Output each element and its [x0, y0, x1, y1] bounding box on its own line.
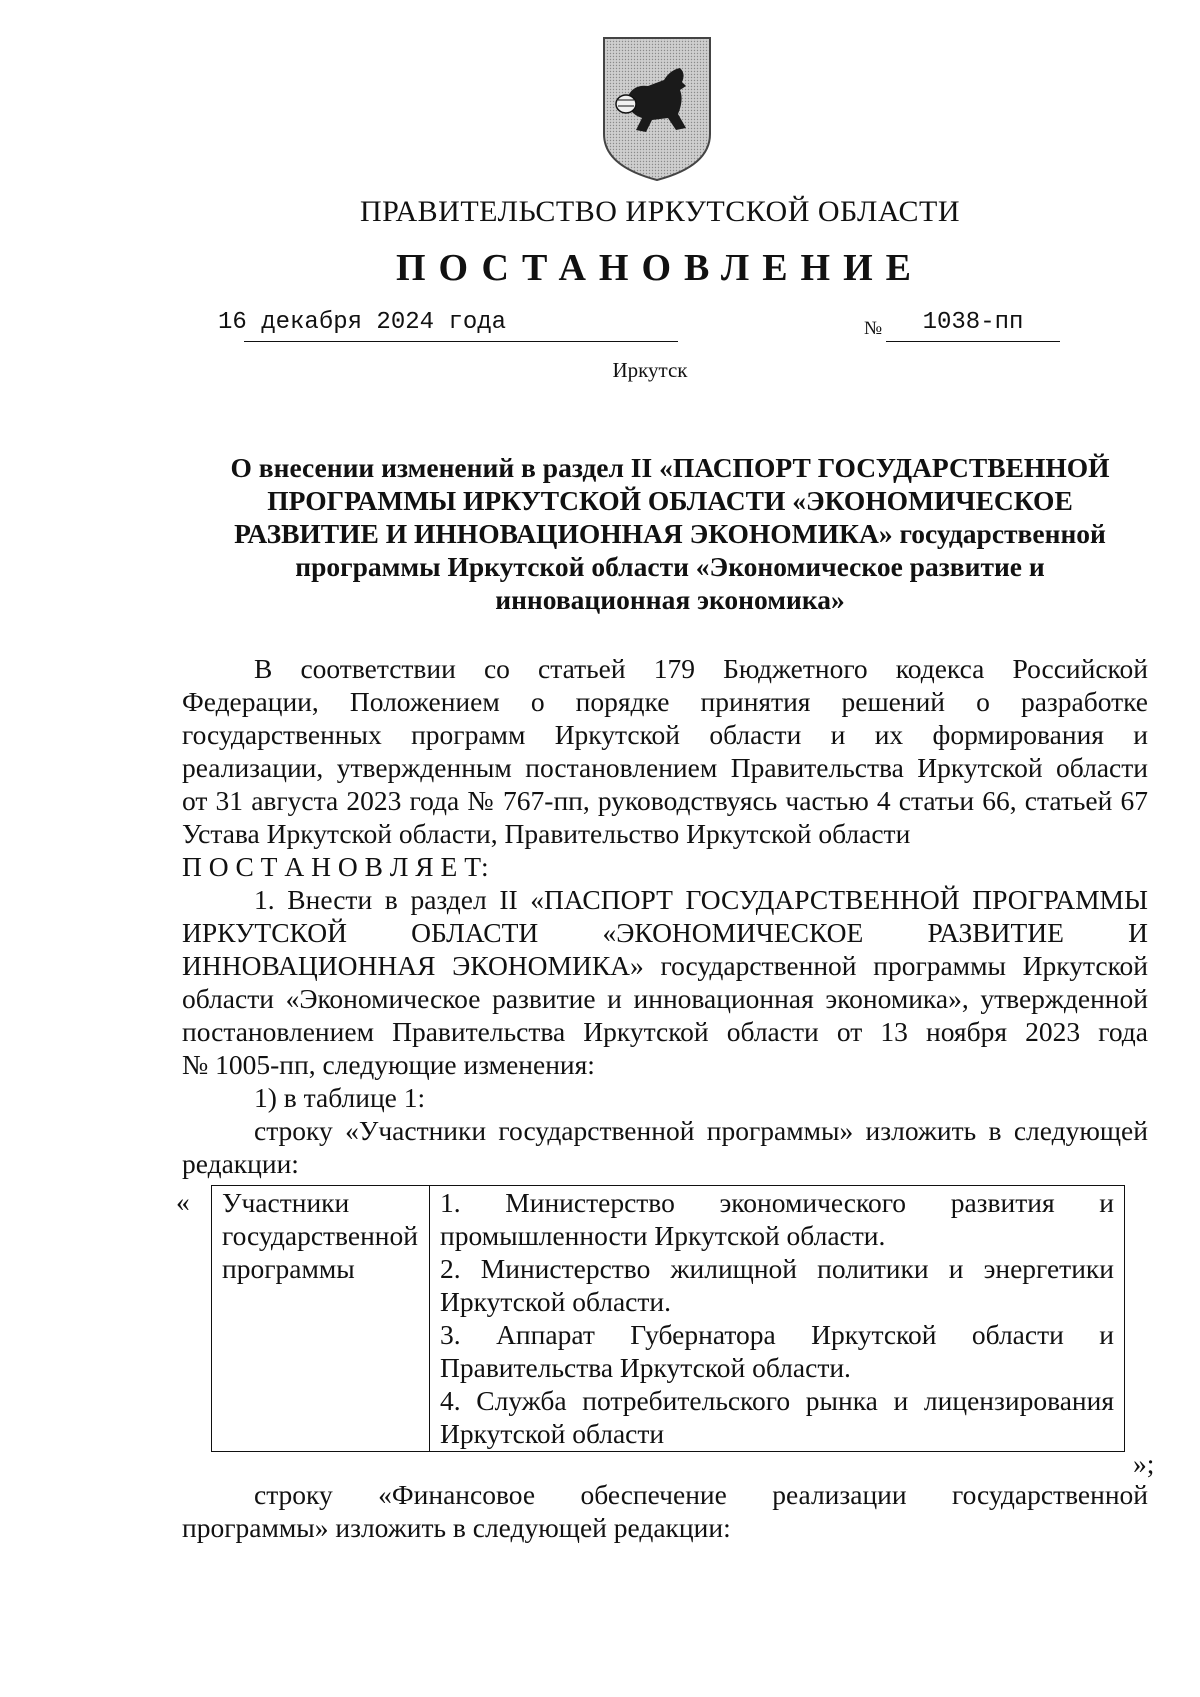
coat-of-arms-emblem	[600, 34, 714, 184]
number-underline	[886, 341, 1060, 342]
number-label: №	[864, 318, 883, 339]
text-line: государственных программ Иркутской области и их формирования и	[182, 719, 1148, 750]
number-text: 1038-пп	[922, 309, 1024, 336]
text-line: от 31 августа 2023 года № 767-пп, руководствуясь частью 4 статьи 66, статьей 67	[182, 785, 1148, 816]
label-line: программы	[222, 1253, 355, 1284]
document-date	[218, 309, 506, 336]
content-line: 4. Служба потребительского рынка и лицензирования	[440, 1385, 1114, 1416]
text-line: 1. Внести в раздел II «ПАСПОРТ ГОСУДАРСТВЕННОЙ ПРОГРАММЫ	[254, 884, 1148, 915]
label-line: государственной	[222, 1220, 418, 1251]
text-line: Федерации, Положением о порядке принятия решений о разработке	[182, 686, 1148, 717]
title-line: РАЗВИТИЕ И ИННОВАЦИОННАЯ ЭКОНОМИКА» государственной	[234, 518, 1106, 549]
text-line: строку «Участники государственной программы» изложить в следующей	[254, 1115, 1148, 1146]
document-title	[200, 451, 1140, 616]
content-line: 2. Министерство жилищной политики и энергетики	[440, 1253, 1114, 1284]
date-text: 16 декабря 2024 года	[218, 309, 507, 336]
content-line: Иркутской области.	[440, 1286, 671, 1317]
decree-word: П О С Т А Н О В Л Я Е Т:	[182, 851, 489, 882]
preamble-paragraph	[182, 652, 1148, 883]
title-line: ПРОГРАММЫ ИРКУТСКОЙ ОБЛАСТИ «ЭКОНОМИЧЕСКОЕ	[267, 485, 1073, 516]
text-line: реализации, утвержденным постановлением Правительства Иркутской области	[182, 752, 1148, 783]
text-line: В соответствии со статьей 179 Бюджетного кодекса Российской	[254, 653, 1148, 684]
text-line: ИННОВАЦИОННАЯ ЭКОНОМИКА» государственной программы Иркутской	[182, 950, 1148, 981]
text-line: постановлением Правительства Иркутской области от 13 ноября 2023 года	[182, 1016, 1148, 1047]
table-label-cell	[212, 1186, 430, 1451]
opening-quote: «	[176, 1186, 190, 1217]
content-line: 1. Министерство экономического развития и	[440, 1187, 1114, 1218]
city-name: Иркутск	[612, 358, 688, 382]
row-2-intro	[182, 1478, 1148, 1544]
table-content-cell	[430, 1186, 1124, 1451]
text-line: Устава Иркутской области, Правительство Иркутской области	[182, 818, 911, 849]
date-underline	[244, 341, 678, 342]
content-line: Правительства Иркутской области.	[440, 1352, 851, 1383]
document-number	[886, 309, 1060, 336]
text-line: области «Экономическое развитие и инновационная экономика», утвержденной	[182, 983, 1148, 1014]
title-line: инновационная экономика»	[495, 584, 845, 615]
text-line: программы» изложить в следующей редакции:	[182, 1512, 731, 1543]
document-type: ПОСТАНОВЛЕНИЕ	[395, 247, 925, 289]
item-1-paragraph	[182, 883, 1148, 1180]
title-line: программы Иркутской области «Экономическое развитие и	[295, 551, 1045, 582]
content-line: промышленности Иркутской области.	[440, 1220, 886, 1251]
organization-name: ПРАВИТЕЛЬСТВО ИРКУТСКОЙ ОБЛАСТИ	[359, 195, 961, 228]
content-line: Иркутской области	[440, 1418, 665, 1449]
subitem-line: 1) в таблице 1:	[254, 1082, 426, 1113]
content-line: 3. Аппарат Губернатора Иркутской области и	[440, 1319, 1114, 1350]
text-line: редакции:	[182, 1148, 299, 1179]
closing-quote: »;	[1133, 1448, 1155, 1479]
label-line: Участники	[222, 1187, 350, 1218]
text-line: ИРКУТСКОЙ ОБЛАСТИ «ЭКОНОМИЧЕСКОЕ РАЗВИТИЕ И	[182, 917, 1148, 948]
participants-table	[211, 1185, 1125, 1452]
text-line: строку «Финансовое обеспечение реализации государственной	[254, 1479, 1148, 1510]
text-line: № 1005-пп, следующие изменения:	[182, 1049, 595, 1080]
title-line: О внесении изменений в раздел II «ПАСПОРТ ГОСУДАРСТВЕННОЙ	[230, 452, 1110, 483]
